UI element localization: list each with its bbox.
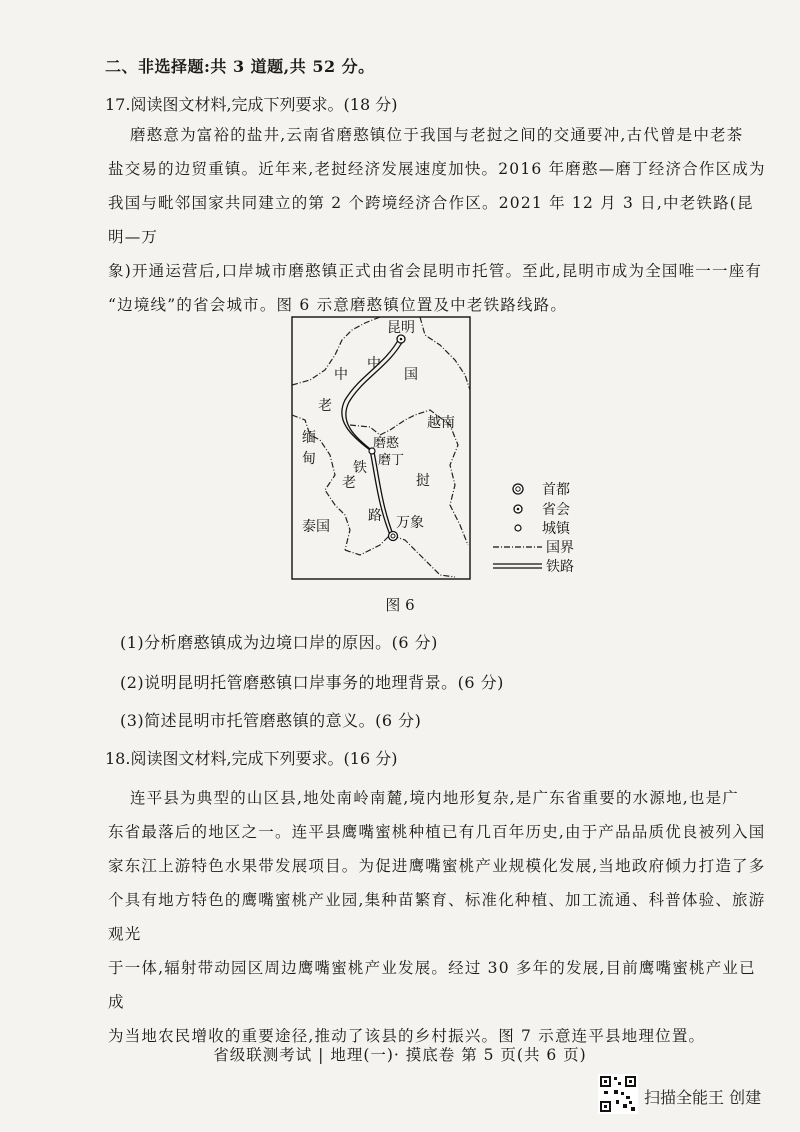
label-china-2: 国 bbox=[404, 367, 418, 383]
legend-border: 国界 bbox=[546, 540, 574, 556]
label-vietnam: 越南 bbox=[427, 415, 455, 431]
figure-caption: 图 6 bbox=[385, 596, 415, 614]
legend bbox=[493, 482, 574, 575]
q18-line-3: 家东江上游特色水果带发展项目。为促进鹰嘴蜜桃产业规模化发展,当地政府倾力打造了多 bbox=[108, 857, 766, 875]
label-moding: 磨丁 bbox=[378, 453, 405, 468]
label-laos-2: 老 bbox=[342, 475, 356, 491]
q17-subquestion-3: (3)简述昆明市托管磨憨镇的意义。(6 分) bbox=[120, 711, 422, 730]
vientiane-marker bbox=[389, 532, 398, 541]
q17-subquestion-2: (2)说明昆明托管磨憨镇口岸事务的地理背景。(6 分) bbox=[120, 673, 504, 692]
label-rail-2: 路 bbox=[368, 508, 382, 524]
q18-line-4: 个具有地方特色的鹰嘴蜜桃产业园,集种苗繁育、标准化种植、加工流通、科普体验、旅游观光 bbox=[108, 891, 766, 943]
label-mohan: 磨憨 bbox=[373, 436, 400, 451]
q18-line-5: 于一体,辐射带动园区周边鹰嘴蜜桃产业发展。经过 30 多年的发展,目前鹰嘴蜜桃产业已成 bbox=[108, 959, 756, 1011]
label-myanmar-1: 缅 bbox=[302, 430, 316, 446]
q17-line-4: 象)开通运营后,口岸城市磨憨镇正式由省会昆明市托管。至此,昆明市成为全国唯一一座有 bbox=[108, 262, 763, 280]
label-myanmar-2: 甸 bbox=[302, 451, 316, 467]
q18-line-2: 东省最落后的地区之一。连平县鹰嘴蜜桃种植已有几百年历史,由于产品品质优良被列入国 bbox=[108, 823, 766, 841]
qr-code-icon bbox=[598, 1074, 638, 1114]
section-title: 二、非选择题:共 3 道题,共 52 分。 bbox=[105, 57, 375, 76]
legend-provincial: 省会 bbox=[542, 502, 570, 518]
q17-subquestion-1: (1)分析磨憨镇成为边境口岸的原因。(6 分) bbox=[120, 633, 438, 652]
legend-town: 城镇 bbox=[542, 521, 570, 537]
q18-line-6: 为当地农民增收的重要途径,推动了该县的乡村振兴。图 7 示意连平县地理位置。 bbox=[108, 1027, 706, 1045]
label-laos-1: 老 bbox=[318, 398, 332, 414]
q17-heading: 17.阅读图文材料,完成下列要求。(18 分) bbox=[105, 95, 398, 114]
q18-heading: 18.阅读图文材料,完成下列要求。(16 分) bbox=[105, 749, 398, 768]
q17-line-3: 我国与毗邻国家共同建立的第 2 个跨境经济合作区。2021 年 12 月 3 日,中老铁路(昆明—万 bbox=[108, 194, 754, 246]
q17-line-5: “边境线”的省会城市。图 6 示意磨憨镇位置及中老铁路线路。 bbox=[108, 296, 568, 314]
q18-line-1: 连平县为典型的山区县,地处南岭南麓,境内地形复杂,是广东省重要的水源地,也是广 bbox=[130, 789, 740, 807]
label-kunming: 昆明 bbox=[387, 320, 415, 336]
legend-capital: 首都 bbox=[542, 482, 570, 498]
figure-6-map bbox=[290, 315, 600, 585]
q18-material bbox=[108, 781, 770, 1053]
legend-capital-symbol bbox=[513, 484, 523, 494]
label-laos-zhua: 挝 bbox=[416, 473, 430, 489]
q17-line-2: 盐交易的边贸重镇。近年来,老挝经济发展速度加快。2016 年磨憨—磨丁经济合作区成为 bbox=[108, 160, 766, 178]
label-thailand: 泰国 bbox=[302, 519, 330, 535]
page-footer: 省级联测考试 | 地理(一)· 摸底卷 第 5 页(共 6 页) bbox=[213, 1046, 587, 1064]
q17-line-1: 磨憨意为富裕的盐井,云南省磨憨镇位于我国与老挝之间的交通要冲,古代曾是中老茶 bbox=[130, 126, 744, 144]
scanner-watermark: 扫描全能王 创建 bbox=[644, 1088, 762, 1107]
q17-material bbox=[108, 118, 770, 322]
label-china-a: 中 bbox=[367, 356, 381, 372]
label-china-1: 中 bbox=[334, 367, 348, 383]
legend-railway: 铁路 bbox=[546, 559, 574, 575]
legend-town-symbol bbox=[515, 525, 521, 531]
label-vientiane: 万象 bbox=[396, 515, 424, 531]
label-rail-1: 铁 bbox=[353, 460, 367, 476]
